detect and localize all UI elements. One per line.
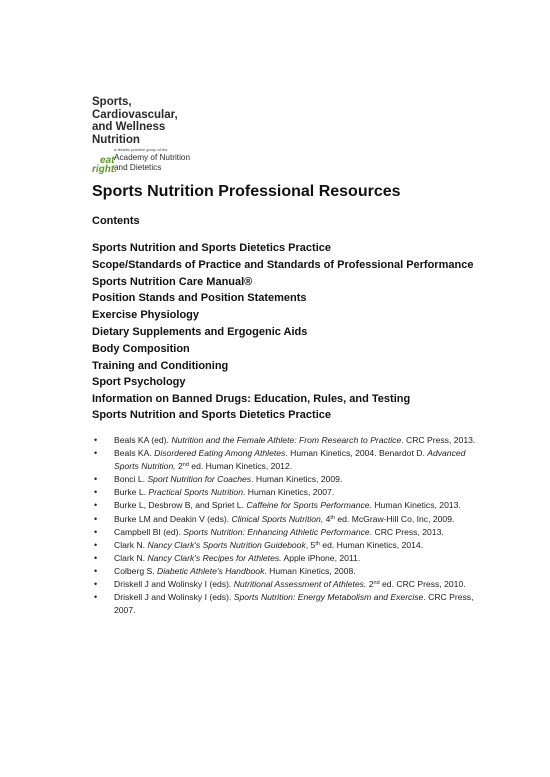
reference-text: nd (373, 580, 380, 587)
reference-text: . CRC Press, 2013. (401, 435, 476, 445)
logo-small-text: a dietetic practice group of the (114, 147, 168, 152)
toc-item[interactable]: Sport Psychology (92, 376, 186, 389)
reference-text: ed. Human Kinetics, 2012. (188, 461, 293, 472)
reference-text: . Human Kinetics, 2008. (264, 565, 356, 576)
table-of-contents (92, 240, 473, 408)
reference-text: . CRC Press, 2007. (114, 592, 474, 616)
reference-item (92, 513, 492, 526)
reference-text: Bonci L. (114, 474, 148, 485)
logo-title-line: Sports, (92, 96, 132, 108)
toc-item[interactable]: Exercise Physiology (92, 309, 199, 322)
bullet-icon: • (94, 487, 98, 498)
reference-text: Beals KA. (114, 448, 155, 459)
reference-text: 2 (175, 461, 183, 472)
reference-title: Sport Nutrition for Coaches (147, 474, 252, 485)
reference-item (92, 552, 492, 565)
toc-item[interactable]: Sports Nutrition and Sports Dietetics Practice (92, 242, 331, 254)
organization-logo (92, 96, 202, 177)
bullet-icon: • (94, 448, 98, 459)
reference-title: Nancy Clark's Sports Nutrition Guidebook (147, 539, 306, 550)
reference-list (92, 434, 492, 617)
reference-item (92, 526, 492, 539)
reference-text: Clark N. (114, 552, 148, 563)
reference-title: Caffeine for Sports Performance. (246, 500, 372, 511)
bullet-icon: • (94, 474, 98, 485)
reference-item (92, 434, 492, 447)
academy-line: Academy of Nutrition (114, 153, 190, 162)
reference-title: Sports Nutrition: Energy Metabolism and Exercise (233, 592, 424, 603)
section-heading: Sports Nutrition and Sports Dietetics Practice (92, 409, 331, 421)
reference-title: Nutrition and the Female Athlete: From Research to Practice (171, 435, 402, 445)
bullet-icon: • (94, 526, 98, 537)
reference-text: Apple iPhone, 2011. (281, 552, 361, 563)
reference-title: Sports Nutrition: Enhancing Athletic Performance (183, 526, 370, 537)
reference-title: Nutritional Assessment of Athletes. (233, 579, 367, 590)
toc-item[interactable]: Scope/Standards of Practice and Standards of Professional Performance (92, 258, 474, 271)
academy-name (114, 153, 190, 172)
reference-title: Disordered Eating Among Athletes (154, 448, 286, 459)
reference-text: th (315, 540, 320, 547)
reference-item (92, 578, 492, 591)
reference-text: . Human Kinetics, 2004. Benardot D. (285, 448, 428, 459)
logo-title-line: Nutrition (92, 133, 140, 146)
bullet-icon: • (94, 500, 98, 511)
page-title: Sports Nutrition Professional Resources (92, 183, 401, 200)
reference-item (92, 565, 492, 578)
reference-text: Burke L. (114, 487, 149, 498)
reference-item (92, 473, 492, 486)
reference-text: , 5 (305, 539, 316, 550)
bullet-icon: • (94, 513, 98, 524)
reference-title: Practical Sports Nutrition (148, 487, 243, 498)
bullet-icon: • (94, 592, 98, 603)
reference-text: . Human Kinetics, 2007. (242, 487, 335, 498)
reference-item (92, 486, 492, 499)
toc-item[interactable]: Information on Banned Drugs: Education, Rules, and Testing (92, 393, 411, 406)
reference-item (92, 499, 492, 512)
reference-text: Burke L, Desbrow B, and Spriet L. (114, 500, 247, 511)
toc-item[interactable]: Training and Conditioning (92, 359, 229, 372)
reference-text: Colberg S. (114, 565, 157, 576)
reference-text: 4 (323, 513, 331, 524)
reference-text: Driskell J and Wolinsky I (eds). (114, 592, 234, 603)
reference-text: nd (182, 462, 189, 469)
bullet-icon: • (94, 435, 98, 445)
toc-item[interactable]: Sports Nutrition Care Manual® (92, 275, 253, 288)
reference-text: th (330, 514, 335, 521)
reference-title: Clinical Sports Nutrition, (231, 513, 324, 524)
reference-text: . CRC Press, 2013. (369, 526, 444, 537)
bullet-icon: • (94, 579, 98, 590)
logo-academy-row (92, 147, 202, 177)
reference-text: . Human Kinetics, 2009. (251, 474, 343, 485)
reference-item (92, 591, 492, 617)
reference-text: Campbell BI (ed). (114, 526, 184, 537)
reference-title: Advanced Sports Nutrition, (114, 448, 466, 472)
logo-title (92, 96, 202, 146)
logo-title-line: and Wellness (92, 121, 166, 133)
reference-text: ed. Human Kinetics, 2014. (319, 539, 424, 550)
logo-title-line: Cardiovascular, (92, 108, 178, 121)
reference-text: Burke LM and Deakin V (eds). (114, 513, 232, 524)
bullet-icon: • (94, 552, 98, 563)
contents-heading: Contents (92, 215, 140, 227)
eat-right-line: right. (92, 164, 117, 175)
bullet-icon: • (94, 565, 98, 576)
reference-text: ed. CRC Press, 2010. (379, 579, 466, 590)
reference-text: Driskell J and Wolinsky I (eds). (114, 579, 234, 590)
reference-item (92, 447, 492, 473)
toc-item[interactable]: Body Composition (92, 342, 190, 355)
eat-right-line: eat (100, 155, 115, 166)
reference-item (92, 539, 492, 552)
toc-item[interactable]: Dietary Supplements and Ergogenic Aids (92, 325, 308, 338)
bullet-icon: • (94, 539, 98, 550)
academy-line: and Dietetics (114, 162, 162, 172)
reference-text: ed. McGraw-Hill Co, Inc, 2009. (334, 513, 455, 524)
reference-text: Human Kinetics, 2013. (371, 500, 461, 511)
reference-title: Diabetic Athlete's Handbook (157, 565, 265, 576)
reference-text: Beals KA (ed). (114, 435, 172, 445)
toc-item[interactable]: Position Stands and Position Statements (92, 292, 307, 305)
reference-text: 2 (366, 579, 374, 590)
reference-text: Clark N. (114, 539, 148, 550)
reference-title: Nancy Clark's Recipes for Athletes. (147, 552, 282, 563)
